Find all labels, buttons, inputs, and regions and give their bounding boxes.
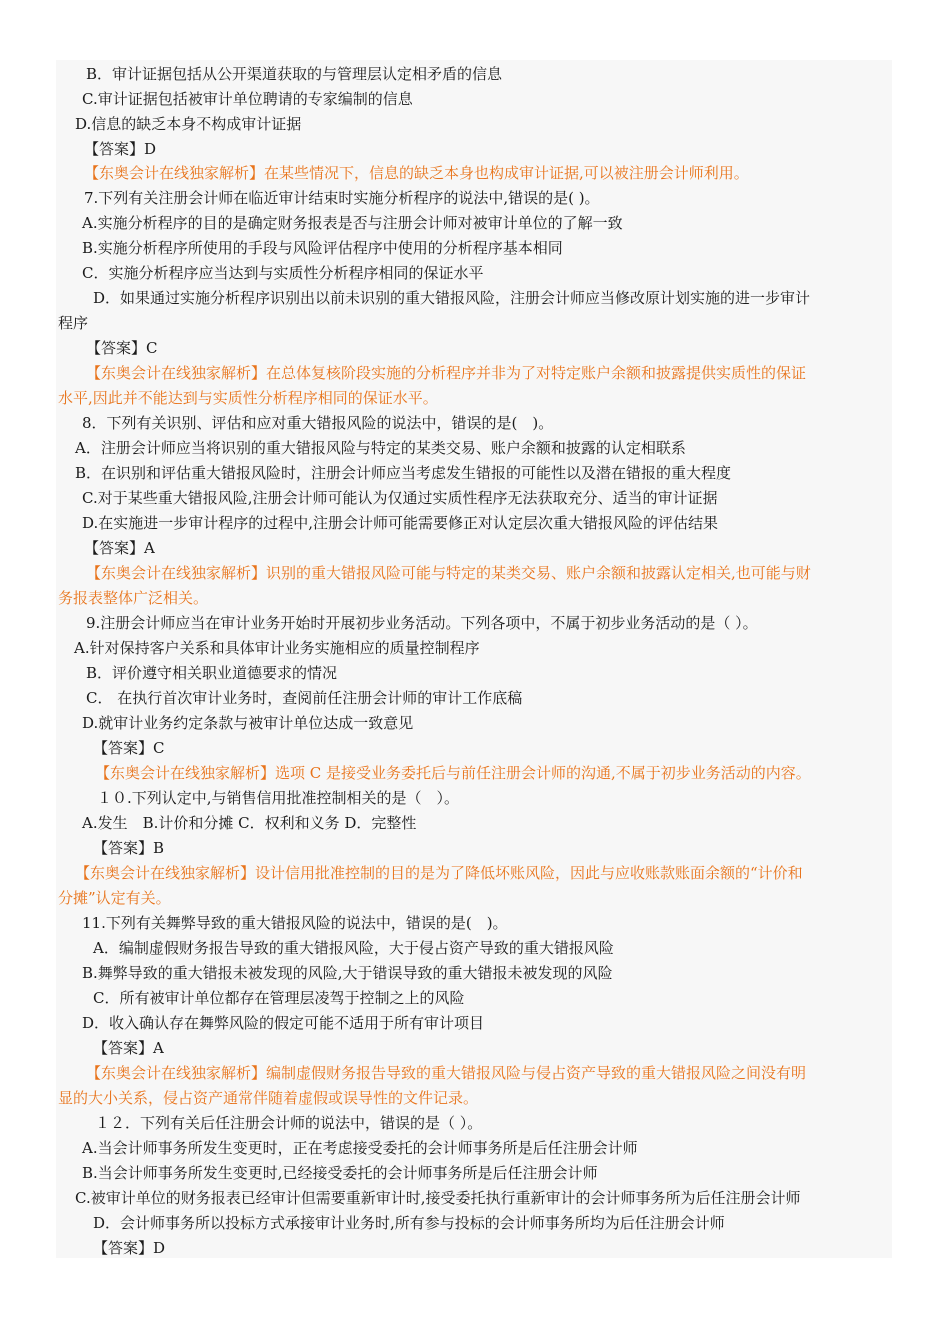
text-line: B.实施分析程序所使用的手段与风险评估程序中使用的分析程序基本相同: [82, 239, 563, 257]
explanation-line: 务报表整体广泛相关。: [58, 589, 209, 607]
text-line: D.信息的缺乏本身不构成审计证据: [75, 115, 302, 133]
explanation-line: 【东奥会计在线独家解析】在总体复核阶段实施的分析程序并非为了对特定账户余额和披露提供实质性的保证: [86, 364, 807, 382]
answer-line: 【答案】C: [93, 739, 165, 757]
text-line: C． 在执行首次审计业务时，查阅前任注册会计师的审计工作底稿: [86, 689, 523, 707]
text-line: A．编制虚假财务报告导致的重大错报风险，大于侵占资产导致的重大错报风险: [93, 939, 614, 957]
answer-line: 【答案】D: [84, 140, 157, 158]
explanation-line: 分摊”认定有关。: [58, 889, 171, 907]
text-line: C．所有被审计单位都存在管理层凌驾于控制之上的风险: [93, 989, 465, 1007]
question-line: 9.注册会计师应当在审计业务开始时开展初步业务活动。下列各项中，不属于初步业务活动的是（ ）。: [86, 614, 758, 632]
text-line: A.实施分析程序的目的是确定财务报表是否与注册会计师对被审计单位的了解一致: [82, 214, 623, 232]
explanation-line: 显的大小关系，侵占资产通常伴随着虚假或误导性的文件记录。: [58, 1089, 479, 1107]
explanation-line: 【东奥会计在线独家解析】选项 C 是接受业务委托后与前任注册会计师的沟通,不属于初步业务活动的内容。: [95, 764, 811, 782]
answer-line: 【答案】A: [84, 539, 155, 557]
answer-line: 【答案】D: [93, 1239, 166, 1257]
text-line: B．评价遵守相关职业道德要求的情况: [86, 664, 338, 682]
answer-line: 【答案】C: [86, 339, 158, 357]
text-line: C.对于某些重大错报风险,注册会计师可能认为仅通过实质性程序无法获取充分、适当的审计证据: [82, 489, 718, 507]
answer-line: 【答案】B: [93, 839, 165, 857]
text-line: B．审计证据包括从公开渠道获取的与管理层认定相矛盾的信息: [86, 65, 503, 83]
text-line: 程序: [58, 314, 89, 332]
explanation-line: 【东奥会计在线独家解析】编制虚假财务报告导致的重大错报风险与侵占资产导致的重大错报风险之间没有明: [86, 1064, 807, 1082]
text-line: D.在实施进一步审计程序的过程中,注册会计师可能需要修正对认定层次重大错报风险的评估结果: [82, 514, 719, 532]
explanation-line: 【东奥会计在线独家解析】在某些情况下，信息的缺乏本身也构成审计证据,可以被注册会计师利用。: [84, 164, 749, 182]
question-line: 11.下列有关舞弊导致的重大错报风险的说法中，错误的是( )。: [82, 914, 508, 932]
question-text-area: [56, 60, 892, 1258]
text-line: D．收入确认存在舞弊风险的假定可能不适用于所有审计项目: [82, 1014, 485, 1032]
text-line: D.就审计业务约定条款与被审计单位达成一致意见: [82, 714, 414, 732]
text-line: A.针对保持客户关系和具体审计业务实施相应的质量控制程序: [74, 639, 480, 657]
explanation-line: 【东奥会计在线独家解析】设计信用批准控制的目的是为了降低坏账风险，因此与应收账款账面余额的“计价和: [75, 864, 803, 882]
text-line: B．在识别和评估重大错报风险时，注册会计师应当考虑发生错报的可能性以及潜在错报的重大程度: [75, 464, 732, 482]
question-line: １２．下列有关后任注册会计师的说法中，错误的是（ ）。: [95, 1114, 483, 1132]
question-line: １０.下列认定中,与销售信用批准控制相关的是（ ）。: [97, 789, 460, 807]
text-line: C.被审计单位的财务报表已经审计但需要重新审计时,接受委托执行重新审计的会计师事务所为后任注册会计师: [75, 1189, 801, 1207]
text-line: B.舞弊导致的重大错报未被发现的风险,大于错误导致的重大错报未被发现的风险: [82, 964, 613, 982]
explanation-line: 水平,因此并不能达到与实质性分析程序相同的保证水平。: [58, 389, 438, 407]
text-line: C．实施分析程序应当达到与实质性分析程序相同的保证水平: [82, 264, 484, 282]
question-line: 7.下列有关注册会计师在临近审计结束时实施分析程序的说法中,错误的是( )。: [84, 189, 600, 207]
text-line: A.当会计师事务所发生变更时，正在考虑接受委托的会计师事务所是后任注册会计师: [82, 1139, 638, 1157]
text-line: A.发生 B.计价和分摊 C．权利和义务 D．完整性: [82, 814, 417, 832]
text-line: A．注册会计师应当将识别的重大错报风险与特定的某类交易、账户余额和披露的认定相联系: [75, 439, 686, 457]
text-line: D．会计师事务所以投标方式承接审计业务时,所有参与投标的会计师事务所均为后任注册会计师: [93, 1214, 725, 1232]
answer-line: 【答案】A: [93, 1039, 164, 1057]
question-line: 8．下列有关识别、评估和应对重大错报风险的说法中，错误的是( )。: [82, 414, 554, 432]
text-line: B.当会计师事务所发生变更时,已经接受委托的会计师事务所是后任注册会计师: [82, 1164, 598, 1182]
explanation-line: 【东奥会计在线独家解析】识别的重大错报风险可能与特定的某类交易、账户余额和披露认定相关,也可能与财: [86, 564, 811, 582]
text-line: C.审计证据包括被审计单位聘请的专家编制的信息: [82, 90, 413, 108]
text-line: D．如果通过实施分析程序识别出以前未识别的重大错报风险，注册会计师应当修改原计划实施的进一步审计: [93, 289, 811, 307]
